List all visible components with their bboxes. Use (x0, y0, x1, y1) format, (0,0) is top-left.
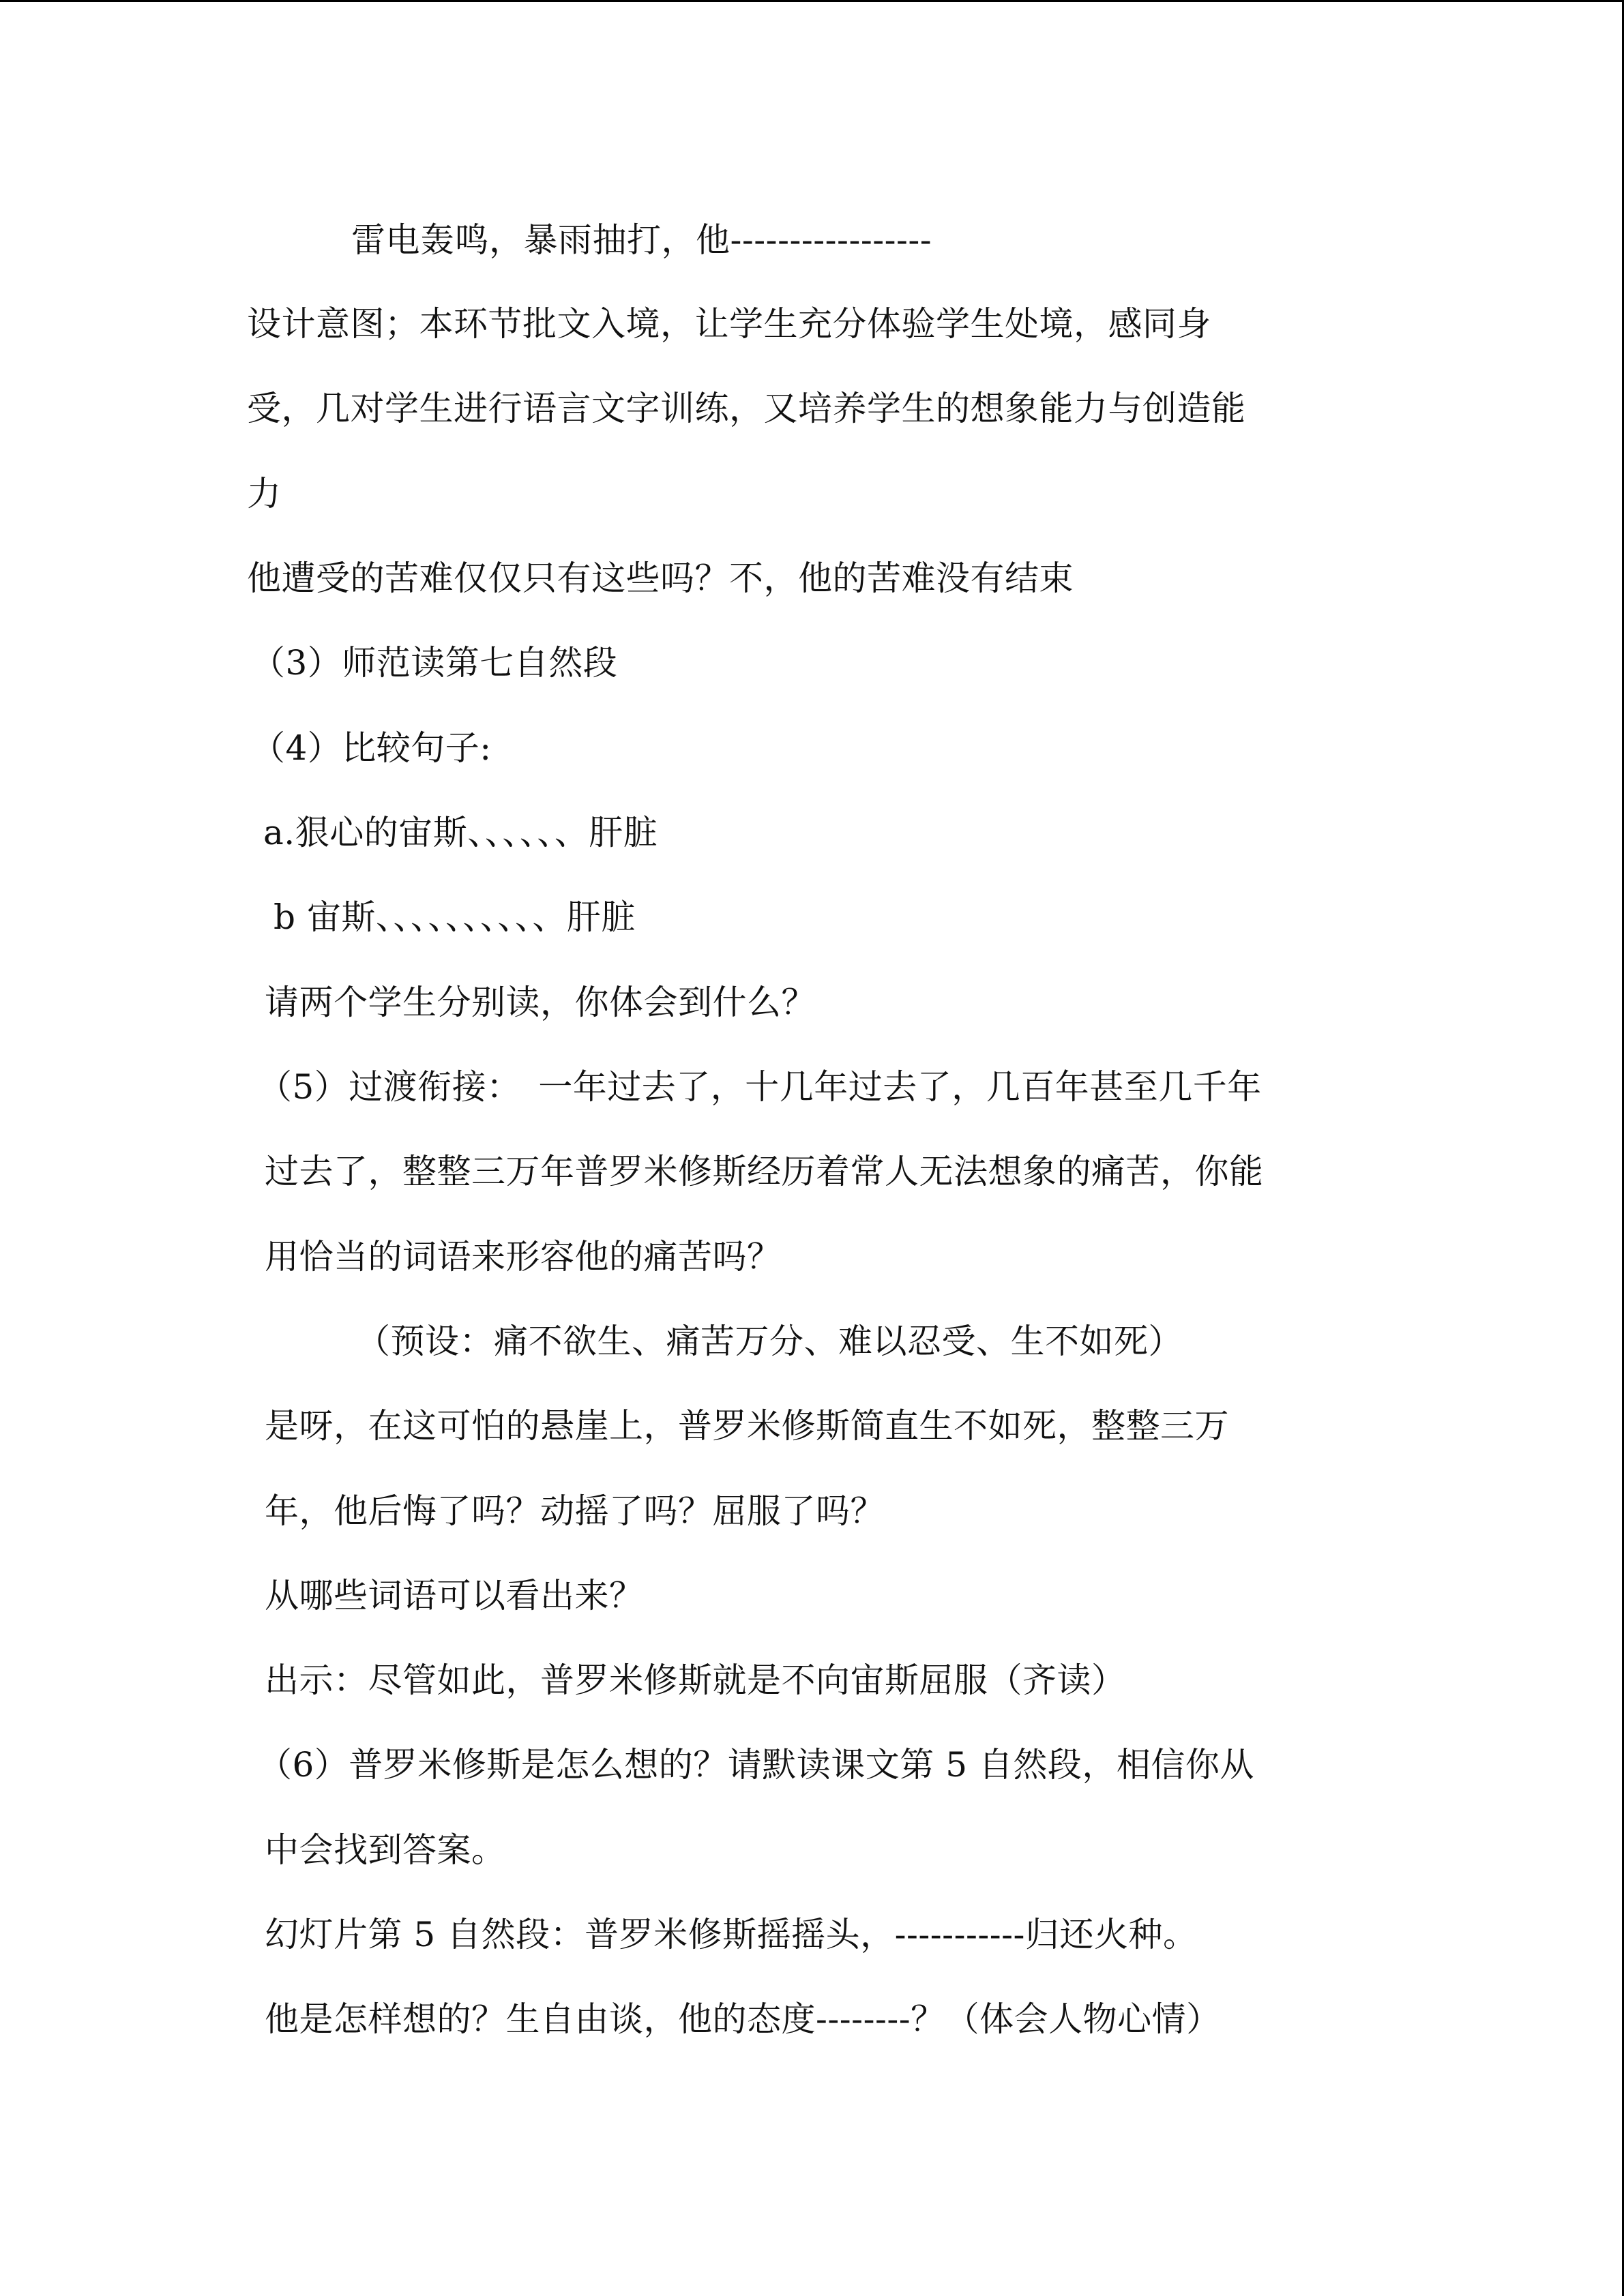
text-line-20: 中会找到答案。 (265, 1830, 506, 1870)
text-line-7: （4）比较句子: (251, 728, 492, 768)
text-line-11: （5）过渡衔接： 一年过去了，十几年过去了，几百年甚至几千年 (258, 1067, 1262, 1107)
text-line-18: 出示：尽管如此，普罗米修斯就是不向宙斯屈服（齐读） (265, 1660, 1126, 1700)
text-line-9: b 宙斯、、、、、、、、、、肝脏 (274, 897, 636, 937)
text-line-16: 年，他后悔了吗？动摇了吗？屈服了吗？ (265, 1491, 885, 1531)
text-line-21: 幻灯片第 5 自然段：普罗米修斯摇摇头，-----------归还火种。 (265, 1915, 1198, 1954)
text-line-8: a.狠心的宙斯、、、、、、肝脏 (263, 813, 658, 852)
text-line-1: 雷电轰鸣，暴雨抽打，他----------------- (351, 220, 932, 260)
text-line-12: 过去了，整整三万年普罗米修斯经历着常人无法想象的痛苦，你能 (265, 1152, 1264, 1191)
text-line-22: 他是怎样想的？生自由谈，他的态度--------？（体会人物心情） (265, 1999, 1221, 2039)
text-line-15: 是呀，在这可怕的悬崖上，普罗米修斯简直生不如死，整整三万 (265, 1406, 1229, 1446)
text-line-2: 设计意图；本环节批文入境，让学生充分体验学生处境，感同身 (247, 304, 1211, 344)
text-line-5: 他遭受的苦难仅仅只有这些吗？不，他的苦难没有结束 (247, 558, 1074, 598)
text-line-17: 从哪些词语可以看出来？ (265, 1576, 644, 1615)
page-top-border (0, 0, 1624, 2)
text-line-10: 请两个学生分别读，你体会到什么？ (265, 983, 816, 1022)
text-line-4: 力 (247, 474, 282, 513)
text-line-19: （6）普罗米修斯是怎么想的？请默读课文第 5 自然段，相信你从 (258, 1745, 1254, 1785)
text-line-14: （预设：痛不欲生、痛苦万分、难以忍受、生不如死） (356, 1322, 1183, 1361)
text-line-6: （3）师范读第七自然段 (251, 643, 618, 683)
text-line-3: 受，几对学生进行语言文字训练，又培养学生的想象能力与创造能 (247, 389, 1246, 428)
text-line-13: 用恰当的词语来形容他的痛苦吗？ (265, 1237, 782, 1277)
